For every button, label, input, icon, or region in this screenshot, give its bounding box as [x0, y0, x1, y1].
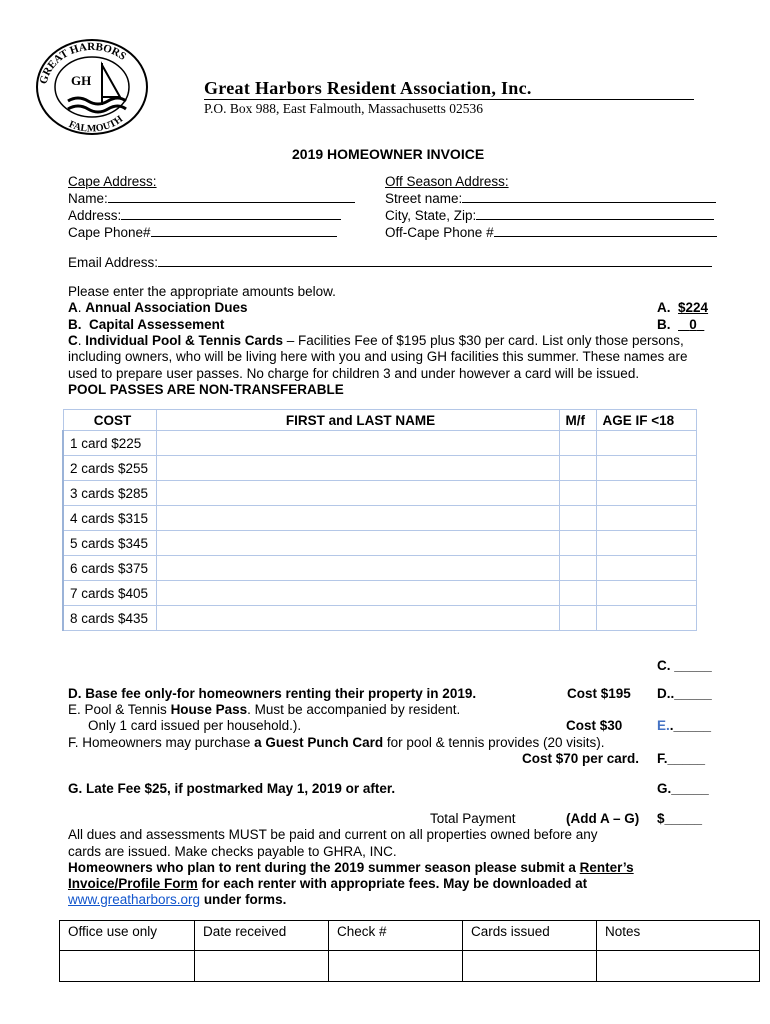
office-header-office-use: Office use only [60, 921, 195, 951]
total-payment-field[interactable]: $_____ [657, 811, 703, 826]
logo-ring-bottom: FALMOUTH [67, 113, 126, 135]
mf-cell[interactable] [559, 456, 596, 481]
name-cell[interactable] [156, 581, 559, 606]
email-field[interactable]: Email Address: [68, 254, 712, 270]
item-d-label: D. Base fee only-for homeowners renting their property in 2019. [68, 686, 477, 701]
mf-cell[interactable] [559, 581, 596, 606]
office-cell[interactable] [60, 951, 195, 982]
mf-cell[interactable] [559, 506, 596, 531]
age-cell[interactable] [596, 606, 697, 631]
name-cell[interactable] [156, 481, 559, 506]
dues-note-line2: cards are issued. Make checks payable to GHRA, INC. [68, 844, 397, 859]
cost-cell: 2 cards $255 [63, 456, 156, 481]
cape-name-field[interactable]: Name: [68, 190, 355, 206]
item-c-line2: including owners, who will be living here with you and using GH facilities this summer. These names are [68, 349, 688, 364]
age-cell[interactable] [596, 556, 697, 581]
page-title: 2019 HOMEOWNER INVOICE [292, 146, 485, 162]
age-cell[interactable] [596, 456, 697, 481]
office-header-date-received: Date received [195, 921, 329, 951]
non-transferable-note: POOL PASSES ARE NON-TRANSFERABLE [68, 382, 344, 397]
cost-cell: 7 cards $405 [63, 581, 156, 606]
item-c-line3: used to prepare user passes. No charge for children 3 and under however a card will be issued. [68, 366, 640, 381]
cost-cell: 3 cards $285 [63, 481, 156, 506]
table-row [63, 481, 697, 506]
mf-cell[interactable] [559, 431, 596, 456]
table-row [63, 506, 697, 531]
column-header-age: AGE IF <18 [596, 410, 697, 431]
item-a-amount[interactable]: A. $224 [657, 300, 709, 315]
office-cell[interactable] [463, 951, 597, 982]
office-cell[interactable] [597, 951, 760, 982]
header-rule [204, 99, 694, 100]
name-cell[interactable] [156, 556, 559, 581]
renters-form-link[interactable]: Invoice/Profile Form [68, 876, 198, 891]
age-cell[interactable] [596, 581, 697, 606]
logo [30, 35, 150, 135]
item-e-field[interactable]: E.._____ [657, 718, 712, 733]
age-cell[interactable] [596, 431, 697, 456]
item-b-label: B. Capital Assessement [68, 317, 225, 332]
name-cell[interactable] [156, 606, 559, 631]
offseason-street-field[interactable]: Street name: [385, 190, 716, 206]
age-cell[interactable] [596, 506, 697, 531]
name-cell[interactable] [156, 506, 559, 531]
office-cell[interactable] [195, 951, 329, 982]
table-row [63, 456, 697, 481]
item-f-line: F. Homeowners may purchase a Guest Punch Card for pool & tennis provides (20 visits). [68, 735, 605, 750]
item-c-total-field[interactable]: C. _____ [657, 658, 712, 673]
mf-cell[interactable] [559, 556, 596, 581]
office-header-notes: Notes [597, 921, 760, 951]
renters-note-line3: www.greatharbors.org under forms. [68, 892, 287, 907]
renters-note-line1: Homeowners who plan to rent during the 2019 summer season please submit a Renter’s [68, 860, 634, 875]
item-b-amount[interactable]: B. 0 [657, 317, 697, 332]
item-g-label: G. Late Fee $25, if postmarked May 1, 2019 or after. [68, 781, 396, 796]
org-address: P.O. Box 988, East Falmouth, Massachusetts 02536 [204, 101, 483, 116]
offseason-phone-field[interactable]: Off-Cape Phone # [385, 224, 717, 240]
logo-ring-top: GREAT HARBORS [37, 40, 129, 86]
name-cell[interactable] [156, 456, 559, 481]
logo-monogram: GH [71, 73, 92, 88]
column-header-name: FIRST and LAST NAME [156, 410, 559, 431]
cost-cell: 6 cards $375 [63, 556, 156, 581]
age-cell[interactable] [596, 531, 697, 556]
cape-phone-field[interactable]: Cape Phone# [68, 224, 337, 240]
website-link[interactable]: www.greatharbors.org [68, 892, 201, 907]
office-cell[interactable] [329, 951, 463, 982]
mf-cell[interactable] [559, 606, 596, 631]
offseason-address-heading: Off Season Address: [385, 174, 509, 189]
item-e-line1: E. Pool & Tennis House Pass. Must be accompanied by resident. [68, 702, 461, 717]
cost-cell: 5 cards $345 [63, 531, 156, 556]
column-header-mf: M/f [559, 410, 596, 431]
mf-cell[interactable] [559, 481, 596, 506]
name-cell[interactable] [156, 531, 559, 556]
table-header-row [63, 410, 697, 431]
age-cell[interactable] [596, 481, 697, 506]
item-a-label: A. Annual Association Dues [68, 300, 248, 315]
item-f-cost: Cost $70 per card. [522, 751, 640, 766]
renters-note-line2: Invoice/Profile Form for each renter with appropriate fees. May be downloaded at [68, 876, 588, 891]
cape-address-heading: Cape Address: [68, 174, 157, 189]
table-row [63, 531, 697, 556]
item-f-field[interactable]: F._____ [657, 751, 706, 766]
item-c-line1: C. Individual Pool & Tennis Cards – Facilities Fee of $195 plus $30 per card. List only those persons, [68, 333, 684, 348]
column-header-cost: COST [63, 410, 156, 431]
total-add-note: (Add A – G) [566, 811, 640, 826]
office-header-cards-issued: Cards issued [463, 921, 597, 951]
item-e-cost: Cost $30 [566, 718, 623, 733]
name-cell[interactable] [156, 431, 559, 456]
table-row [60, 951, 760, 982]
org-name: Great Harbors Resident Association, Inc. [204, 78, 532, 98]
total-payment-label: Total Payment [430, 811, 516, 826]
cost-cell: 4 cards $315 [63, 506, 156, 531]
item-d-field[interactable]: D.._____ [657, 686, 712, 701]
table-row [63, 606, 697, 631]
mf-cell[interactable] [559, 531, 596, 556]
table-header-row [60, 921, 760, 951]
cost-cell: 8 cards $435 [63, 606, 156, 631]
office-header-check: Check # [329, 921, 463, 951]
table-row [63, 581, 697, 606]
table-row [63, 431, 697, 456]
offseason-city-field[interactable]: City, State, Zip: [385, 207, 714, 223]
office-use-table [59, 920, 760, 982]
instructions: Please enter the appropriate amounts below. [68, 284, 336, 299]
item-e-line2: Only 1 card issued per household.). [88, 718, 302, 733]
cape-address-field[interactable]: Address: [68, 207, 341, 223]
pool-pass-table [62, 409, 697, 631]
item-g-field[interactable]: G._____ [657, 781, 709, 796]
table-row [63, 556, 697, 581]
cost-cell: 1 card $225 [63, 431, 156, 456]
dues-note-line1: All dues and assessments MUST be paid and current on all properties owned before any [68, 827, 598, 842]
item-d-cost: Cost $195 [567, 686, 631, 701]
